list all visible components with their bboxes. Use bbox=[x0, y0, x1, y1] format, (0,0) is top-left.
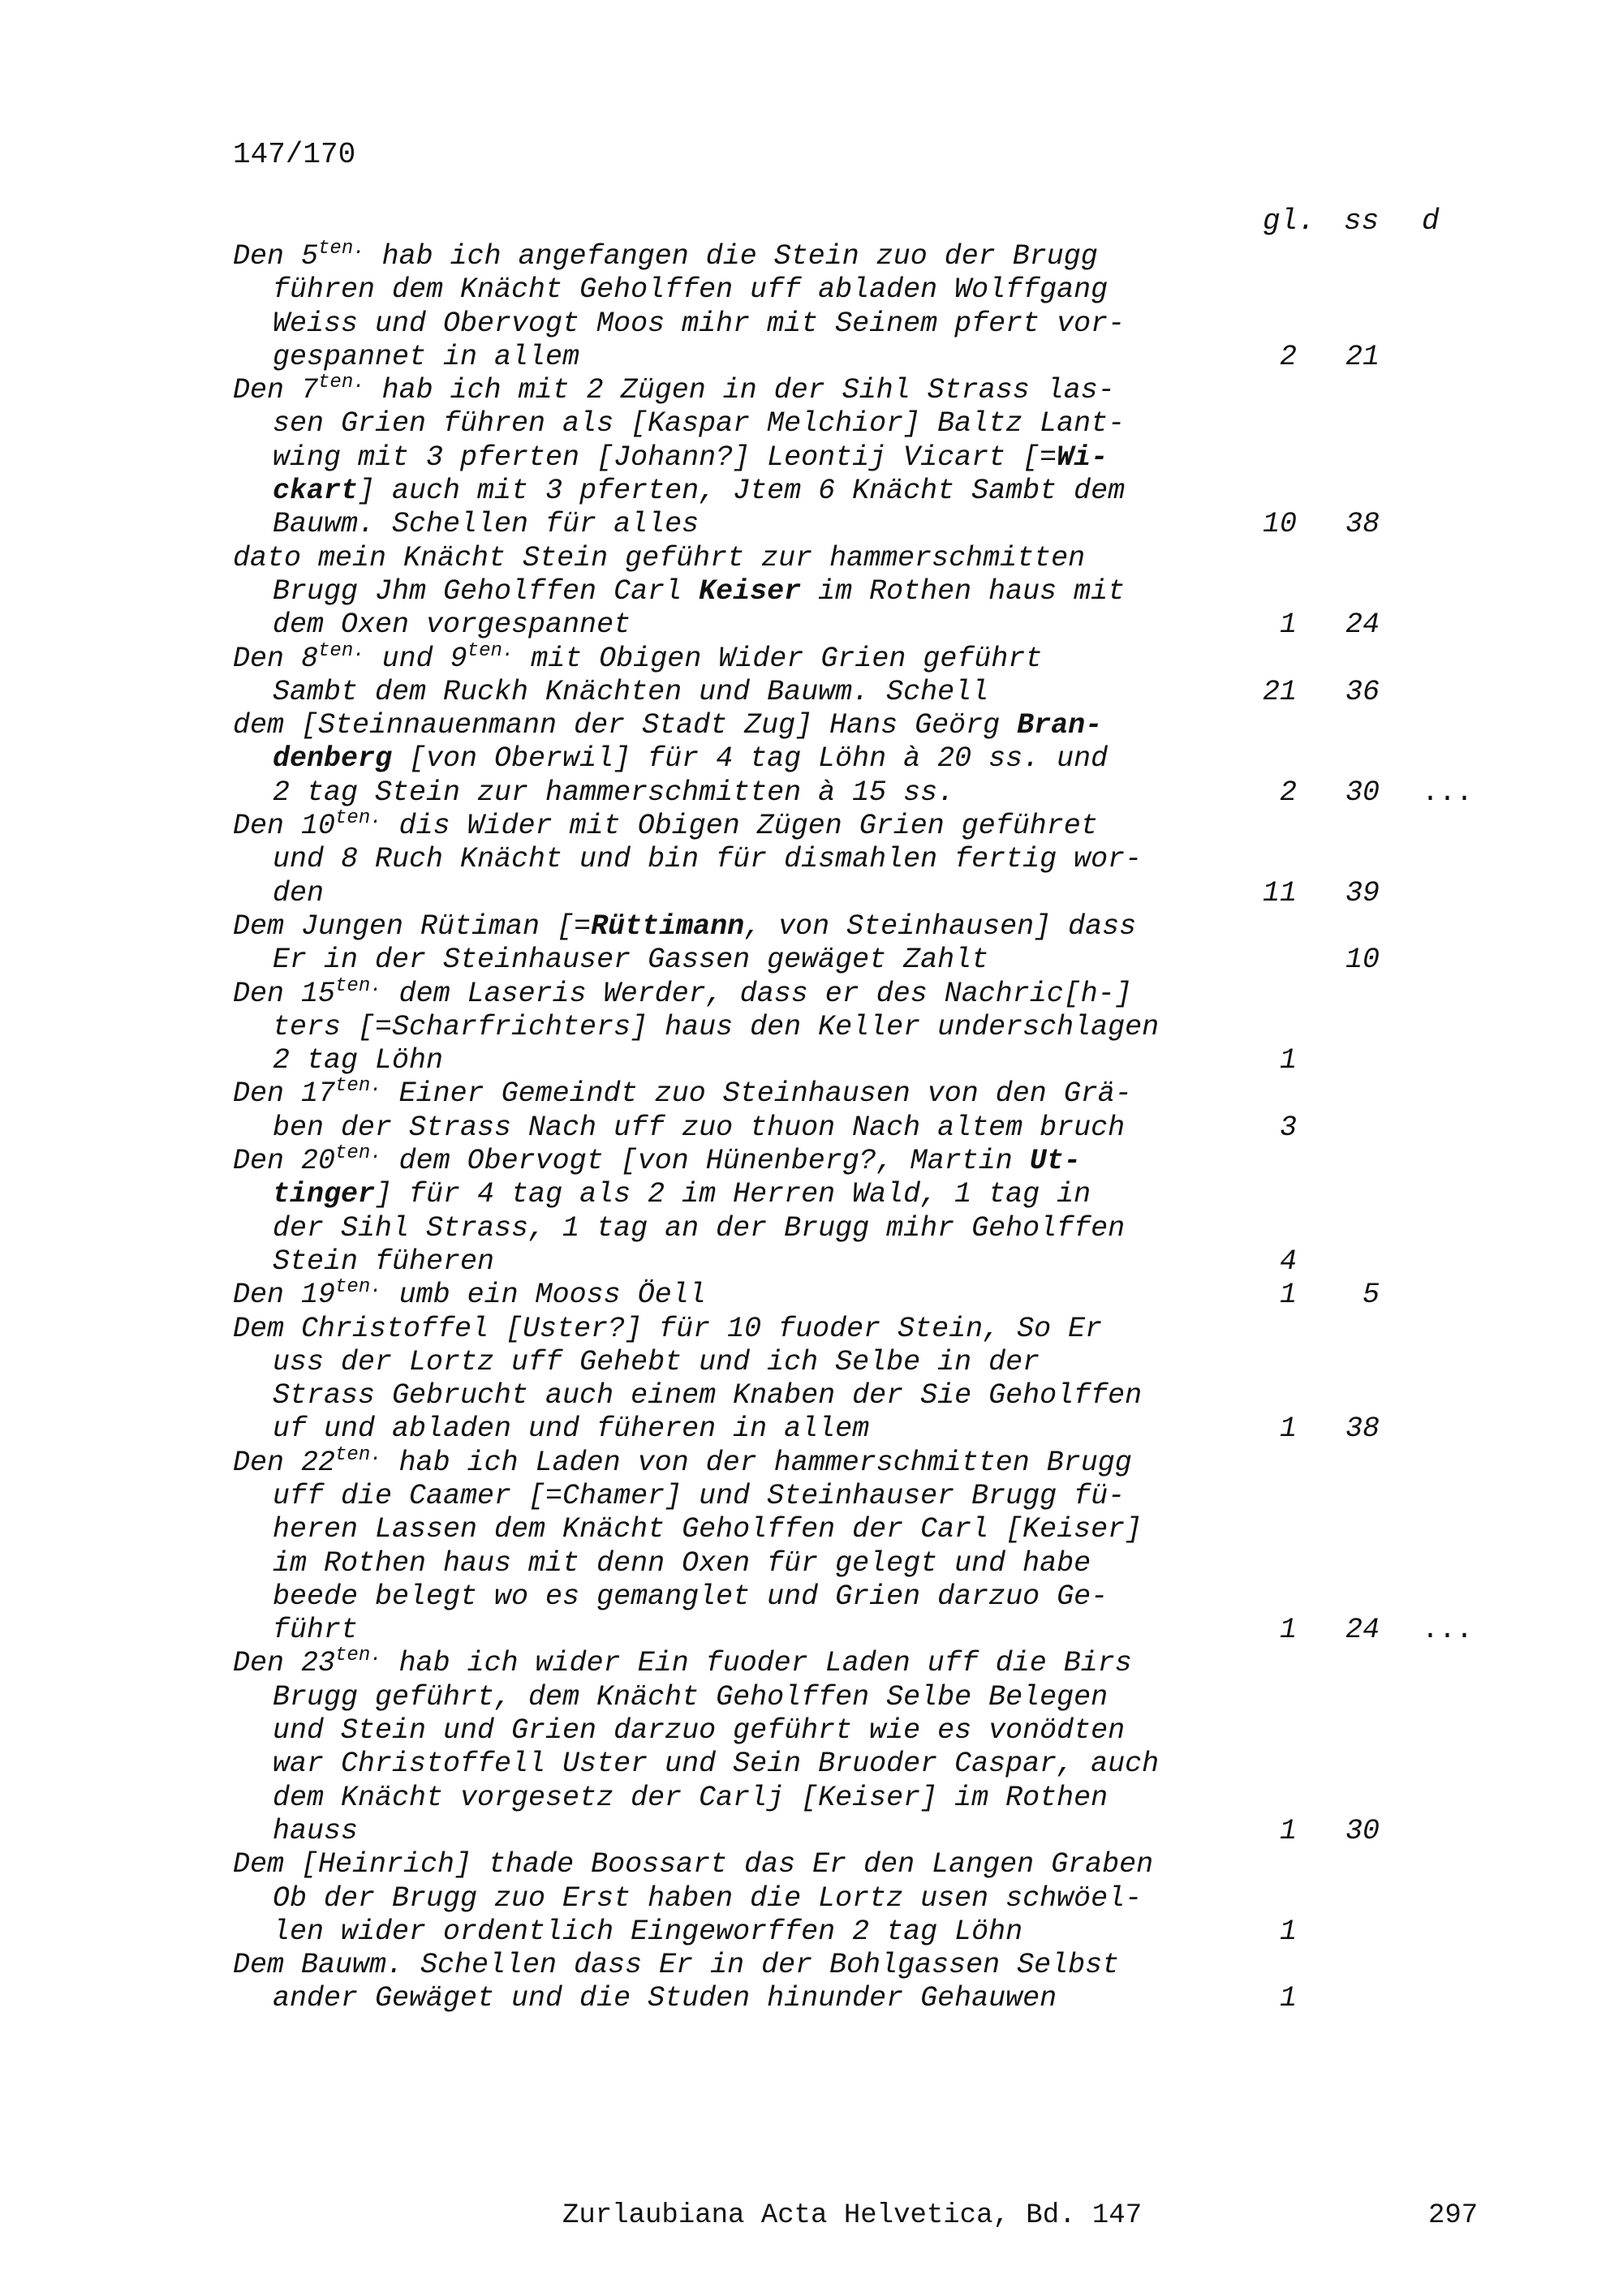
footer-title: Zurlaubiana Acta Helvetica, Bd. 147 bbox=[562, 2200, 1143, 2231]
entry-text: dem [Steinnauenmann der Stadt Zug] Hans Geörg Bran- bbox=[233, 709, 1103, 742]
entry-line bbox=[0, 843, 1623, 876]
entry-line bbox=[0, 1513, 1623, 1546]
amount-ss: 5 bbox=[1362, 1279, 1380, 1312]
entry-line bbox=[0, 608, 1623, 642]
ledger-entry bbox=[0, 1949, 1623, 2016]
amount-d: ... bbox=[1422, 1614, 1474, 1647]
entry-text: und 8 Ruch Knächt und bin für dismahlen fertig wor- bbox=[273, 843, 1143, 876]
entry-line bbox=[0, 1412, 1623, 1446]
entry-line bbox=[0, 776, 1623, 810]
entry-text: Den $19^{ten.}$ umb ein Mooss Öell bbox=[233, 1276, 706, 1312]
amount-gl: 1 bbox=[1279, 1412, 1297, 1446]
entry-line bbox=[0, 341, 1623, 374]
document-id: 147/170 bbox=[233, 138, 356, 171]
entry-line bbox=[0, 1815, 1623, 1848]
ledger-entry bbox=[0, 1647, 1623, 1848]
ledger-entry bbox=[0, 709, 1623, 810]
entry-line bbox=[0, 575, 1623, 608]
entry-line bbox=[0, 1480, 1623, 1513]
amount-gl: 1 bbox=[1279, 608, 1297, 642]
entry-line bbox=[0, 508, 1623, 541]
amount-gl: 1 bbox=[1279, 1614, 1297, 1647]
ledger-entry bbox=[0, 639, 1623, 710]
entry-text: ckart] auch mit 3 pferten, Jtem 6 Knächt Sambt dem bbox=[273, 475, 1126, 508]
entry-text: hauss bbox=[273, 1814, 359, 1847]
entry-text: len wider ordentlich Eingeworffen 2 tag Löhn bbox=[273, 1915, 1023, 1948]
ledger-entry bbox=[0, 1077, 1623, 1145]
entry-line bbox=[0, 1547, 1623, 1580]
entry-text: den bbox=[273, 876, 325, 909]
amount-ss: 38 bbox=[1345, 1412, 1380, 1446]
entry-text: Weiss und Obervogt Moos mihr mit Seinem pfert vor- bbox=[273, 307, 1126, 340]
entry-text: Dem [Heinrich] thade Boossart das Er den Langen Graben bbox=[233, 1848, 1154, 1881]
entry-text: Den $10^{ten.}$ dis Wider mit Obigen Zügen Grien geführet bbox=[233, 806, 1098, 843]
entry-line bbox=[0, 1915, 1623, 1949]
entry-text: Den $5^{ten.}$ hab ich angefangen die Stein zuo der Brugg bbox=[233, 237, 1098, 273]
entry-text: dato mein Knächt Stein geführt zur hammerschmitten bbox=[233, 541, 1086, 574]
amount-ss: 21 bbox=[1345, 340, 1380, 373]
entry-text: ters [=Scharfrichters] haus den Keller underschlagen bbox=[273, 1010, 1160, 1043]
amount-gl: 1 bbox=[1279, 1279, 1297, 1312]
entry-text: Dem Jungen Rütiman [=Rüttimann, von Steinhausen] dass bbox=[233, 909, 1137, 943]
entry-text: Den $7^{ten.}$ hab ich mit 2 Zügen in der Sihl Strass las- bbox=[233, 372, 1115, 407]
amount-ss: 24 bbox=[1345, 1614, 1380, 1647]
entry-line bbox=[0, 910, 1623, 944]
entry-text: ben der Strass Nach uff zuo thuon Nach altem bruch bbox=[273, 1111, 1126, 1144]
entry-text: denberg [von Oberwil] für 4 tag Löhn à 20 ss. und bbox=[273, 742, 1109, 776]
column-header-gl: gl. bbox=[1263, 204, 1315, 238]
amount-ss: 30 bbox=[1345, 776, 1380, 809]
entry-line bbox=[0, 1178, 1623, 1211]
entry-text: Bauwm. Schellen für alles bbox=[273, 508, 700, 541]
entry-line bbox=[0, 1245, 1623, 1279]
entry-text: Den $20^{ten.}$ dem Obervogt [von Hünenberg?, Martin Ut- bbox=[233, 1142, 1081, 1178]
entry-text: Den $8^{ten.}$ und $9^{ten.}$ mit Obigen Wider Grien geführt bbox=[233, 639, 1043, 675]
entry-text: Brugg Jhm Geholffen Carl Keiser im Rothen haus mit bbox=[273, 574, 1126, 608]
amount-gl: 21 bbox=[1262, 675, 1297, 708]
column-headers bbox=[0, 204, 1623, 240]
entry-line bbox=[0, 273, 1623, 307]
ledger-entry bbox=[0, 1142, 1623, 1279]
amount-gl: 2 bbox=[1279, 340, 1297, 373]
entry-line bbox=[0, 709, 1623, 742]
entry-text: Sambt dem Ruckh Knächten und Bauwm. Schell bbox=[273, 675, 989, 708]
entry-text: beede belegt wo es gemanglet und Grien darzuo Ge- bbox=[273, 1580, 1109, 1613]
entry-text: Den $17^{ten.}$ Einer Gemeindt zuo Steinhausen von den Grä- bbox=[233, 1075, 1132, 1111]
entry-line bbox=[0, 1346, 1623, 1379]
entry-text: tinger] für 4 tag als 2 im Herren Wald, 1 tag in bbox=[273, 1178, 1091, 1211]
column-header-d: d bbox=[1422, 204, 1440, 238]
entry-text: Dem Bauwm. Schellen dass Er in der Bohlgassen Selbst bbox=[233, 1949, 1120, 1982]
amount-ss: 30 bbox=[1345, 1814, 1380, 1847]
entry-text: Brugg geführt, dem Knächt Geholffen Selbe Belegen bbox=[273, 1680, 1109, 1713]
amount-gl: 1 bbox=[1279, 1814, 1297, 1847]
entry-line bbox=[0, 676, 1623, 709]
entry-line bbox=[0, 1111, 1623, 1145]
entry-text: 2 tag Löhn bbox=[273, 1044, 444, 1077]
entry-line bbox=[0, 1614, 1623, 1647]
ledger-entry bbox=[0, 374, 1623, 541]
entry-text: sen Grien führen als [Kaspar Melchior] Baltz Lant- bbox=[273, 407, 1126, 441]
entry-text: uff die Caamer [=Chamer] und Steinhauser Brugg fü- bbox=[273, 1479, 1126, 1512]
entry-line bbox=[0, 1142, 1623, 1178]
entry-line bbox=[0, 1882, 1623, 1915]
entry-line bbox=[0, 374, 1623, 407]
entry-line bbox=[0, 1782, 1623, 1815]
entry-line bbox=[0, 407, 1623, 441]
entry-line bbox=[0, 475, 1623, 508]
entry-line bbox=[0, 1011, 1623, 1044]
ledger-entry bbox=[0, 974, 1623, 1078]
ledger-entry bbox=[0, 542, 1623, 643]
entry-text: Dem Christoffel [Uster?] für 10 fuoder Stein, So Er bbox=[233, 1312, 1103, 1345]
entry-text: im Rothen haus mit denn Oxen für gelegt und habe bbox=[273, 1546, 1091, 1580]
entry-text: uss der Lortz uff Gehebt und ich Selbe in der bbox=[273, 1345, 1040, 1378]
entry-line bbox=[0, 877, 1623, 910]
entry-line bbox=[0, 1949, 1623, 1982]
entry-line bbox=[0, 441, 1623, 475]
entry-line bbox=[0, 542, 1623, 575]
entry-line bbox=[0, 237, 1623, 273]
column-header-ss: ss bbox=[1344, 204, 1380, 238]
entry-text: heren Lassen dem Knächt Geholffen der Carl [Keiser] bbox=[273, 1513, 1143, 1546]
amount-gl: 1 bbox=[1279, 1982, 1297, 2015]
amount-gl: 1 bbox=[1279, 1044, 1297, 1077]
entry-line bbox=[0, 944, 1623, 977]
ledger-entry bbox=[0, 1443, 1623, 1648]
entry-line bbox=[0, 1748, 1623, 1781]
page-number: 297 bbox=[1428, 2200, 1479, 2231]
amount-gl: 11 bbox=[1262, 876, 1297, 909]
amount-ss: 38 bbox=[1345, 508, 1380, 541]
entry-text: Den $15^{ten.}$ dem Laseris Werder, dass er des Nachric[h-] bbox=[233, 974, 1132, 1010]
amount-gl: 4 bbox=[1279, 1245, 1297, 1278]
account-entries bbox=[0, 237, 1623, 2016]
entry-text: Stein füheren bbox=[273, 1245, 495, 1278]
ledger-entry bbox=[0, 910, 1623, 978]
entry-line bbox=[0, 806, 1623, 843]
entry-text: der Sihl Strass, 1 tag an der Brugg mihr Geholffen bbox=[273, 1211, 1126, 1245]
entry-line bbox=[0, 1714, 1623, 1748]
entry-text: 2 tag Stein zur hammerschmitten à 15 ss. bbox=[273, 776, 955, 809]
entry-line bbox=[0, 639, 1623, 676]
entry-text: Den $22^{ten.}$ hab ich Laden von der hammerschmitten Brugg bbox=[233, 1443, 1132, 1479]
entry-line bbox=[0, 1681, 1623, 1714]
amount-gl: 1 bbox=[1279, 1915, 1297, 1948]
amount-gl: 10 bbox=[1262, 508, 1297, 541]
entry-text: dem Knächt vorgesetz der Carlj [Keiser] im Rothen bbox=[273, 1781, 1109, 1814]
ledger-entry bbox=[0, 1848, 1623, 1949]
entry-text: uf und abladen und füheren in allem bbox=[273, 1412, 870, 1446]
entry-line bbox=[0, 1647, 1623, 1680]
entry-text: ander Gewäget und die Studen hinunder Gehauwen bbox=[273, 1982, 1057, 2015]
ledger-entry bbox=[0, 1313, 1623, 1447]
entry-text: führen dem Knächt Geholffen uff abladen Wolffgang bbox=[273, 273, 1109, 307]
entry-text: führt bbox=[273, 1614, 359, 1647]
entry-line bbox=[0, 974, 1623, 1011]
entry-line bbox=[0, 742, 1623, 776]
entry-text: war Christoffell Uster und Sein Bruoder Caspar, auch bbox=[273, 1748, 1160, 1781]
ledger-entry bbox=[0, 237, 1623, 374]
amount-gl: 3 bbox=[1279, 1111, 1297, 1144]
entry-text: und Stein und Grien darzuo geführt wie es vonödten bbox=[273, 1714, 1126, 1748]
entry-line bbox=[0, 1848, 1623, 1881]
entry-text: gespannet in allem bbox=[273, 340, 580, 373]
entry-line bbox=[0, 1379, 1623, 1412]
entry-line bbox=[0, 307, 1623, 341]
amount-ss: 39 bbox=[1345, 876, 1380, 909]
entry-line bbox=[0, 1982, 1623, 2015]
entry-line bbox=[0, 1313, 1623, 1346]
amount-ss: 24 bbox=[1345, 608, 1380, 642]
entry-line bbox=[0, 1044, 1623, 1077]
entry-text: wing mit 3 pferten [Johann?] Leontij Vicart [=Wi- bbox=[273, 441, 1109, 474]
ledger-entry bbox=[0, 1276, 1623, 1312]
entry-line bbox=[0, 1077, 1623, 1111]
amount-gl: 2 bbox=[1279, 776, 1297, 809]
entry-line bbox=[0, 1443, 1623, 1480]
entry-line bbox=[0, 1580, 1623, 1614]
entry-text: dem Oxen vorgespannet bbox=[273, 608, 631, 642]
entry-text: Den $23^{ten.}$ hab ich wider Ein fuoder Laden uff die Birs bbox=[233, 1645, 1132, 1680]
entry-line bbox=[0, 1212, 1623, 1245]
entry-text: Strass Gebrucht auch einem Knaben der Sie Geholffen bbox=[273, 1379, 1143, 1412]
amount-ss: 36 bbox=[1345, 675, 1380, 708]
entry-text: Er in der Steinhauser Gassen gewäget Zahlt bbox=[273, 944, 989, 977]
amount-d: ... bbox=[1422, 776, 1474, 809]
entry-line bbox=[0, 1276, 1623, 1312]
entry-text: Ob der Brugg zuo Erst haben die Lortz usen schwöel- bbox=[273, 1881, 1143, 1915]
amount-ss: 10 bbox=[1345, 944, 1380, 977]
ledger-entry bbox=[0, 806, 1623, 910]
